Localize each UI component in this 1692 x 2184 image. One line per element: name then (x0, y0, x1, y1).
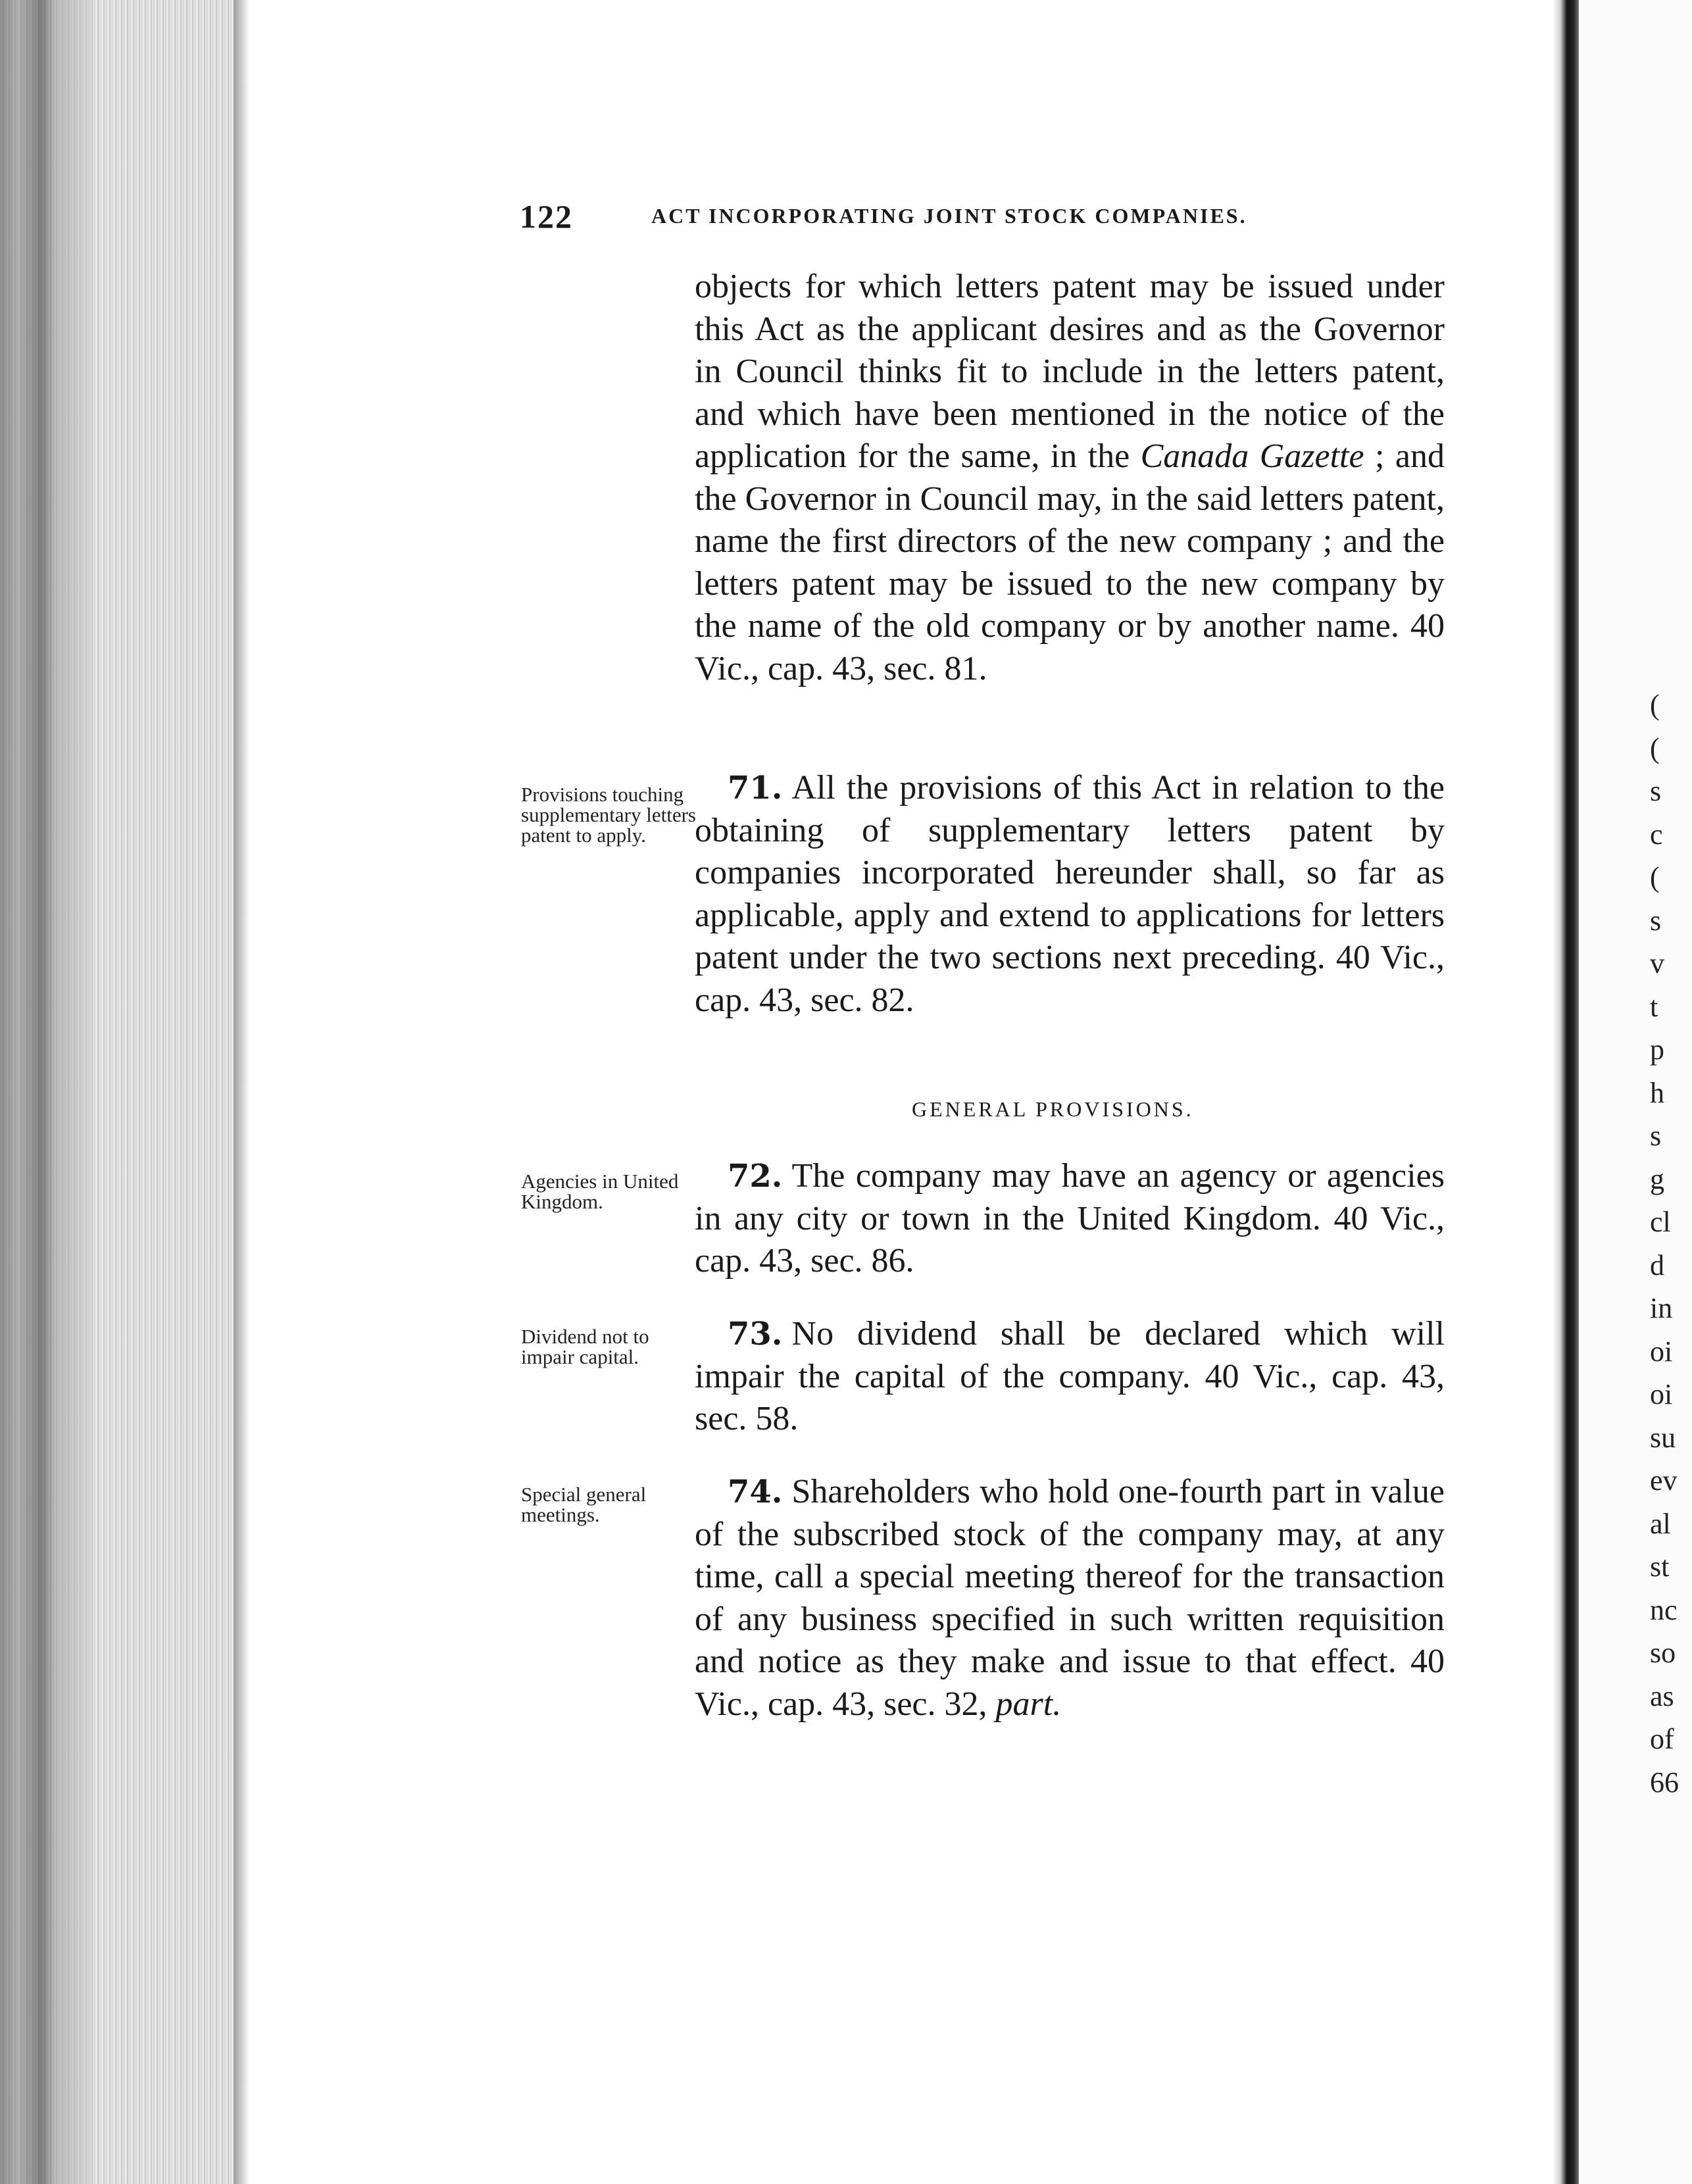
section-heading: GENERAL PROVISIONS. (912, 1097, 1194, 1121)
next-page-fragment: so (1650, 1637, 1676, 1669)
section-number-72: 72. (728, 1158, 783, 1195)
next-page-fragment: g (1650, 1162, 1664, 1195)
continuation-text-a: objects for which letters patent may be issued under this Act as the applicant desires and as the Governor in Council thinks fit to include in the letters patent, and which have been mentioned in the notice of the application for the same, in the (695, 268, 1445, 475)
section-text-72: The company may have an agency or agencies in any city or town in the United Kingdom. 40 Vic., cap. 43, sec. 86. (695, 1157, 1445, 1279)
next-page-fragment: ( (1650, 861, 1660, 893)
section-72 (695, 1155, 1445, 1283)
next-page-sliver (1579, 0, 1692, 2184)
next-page-fragment: 66 (1650, 1766, 1679, 1799)
margin-note-73: Dividend not to impair capital. (521, 1325, 649, 1368)
next-page-fragment: of (1650, 1723, 1674, 1755)
margin-note-74: Special general meetings. (521, 1483, 647, 1526)
running-head (520, 197, 1309, 237)
next-page-fragment: s (1650, 775, 1662, 807)
section-text-74: Shareholders who hold one-fourth part in value of the subscribed stock of the company may, at any time, call a special meeting thereof for the transaction of any business specified in such written requisition and notice as they make and issue to that effect. 40 Vic., cap. 43, sec. 32, (695, 1473, 1445, 1723)
section-73 (695, 1313, 1445, 1441)
section-number-74: 74. (728, 1474, 783, 1510)
section-71 (695, 767, 1445, 1022)
next-page-fragment: in (1650, 1292, 1673, 1324)
section-tail-74: part. (995, 1685, 1062, 1723)
next-page-fragment: p (1650, 1033, 1664, 1066)
section-74 (695, 1471, 1445, 1725)
next-page-fragment: c (1650, 818, 1663, 851)
section-number-71: 71. (728, 770, 783, 807)
running-head-title: ACT INCORPORATING JOINT STOCK COMPANIES. (651, 204, 1247, 228)
page-shadow (234, 0, 249, 2184)
next-page-fragment: cl (1650, 1206, 1671, 1238)
next-page-fragment: nc (1650, 1593, 1678, 1626)
margin-note-71: Provisions touching supplementary letters patent to apply. (521, 783, 696, 847)
book-spine-shadow (0, 0, 92, 2184)
next-page-fragment: oi (1650, 1335, 1673, 1368)
next-page-fragment: st (1650, 1551, 1670, 1583)
next-page-fragment: d (1650, 1249, 1664, 1281)
continuation-paragraph (695, 266, 1445, 690)
margin-note-72: Agencies in United Kingdom. (521, 1170, 679, 1213)
next-page-fragment: as (1650, 1679, 1674, 1712)
book-gutter (1553, 0, 1579, 2184)
next-page-fragment: ( (1650, 732, 1660, 764)
next-page-fragment: s (1650, 904, 1662, 937)
next-page-fragment: ev (1650, 1464, 1678, 1497)
section-text-73: No dividend shall be declared which will impair the capital of the company. 40 Vic., cap. 43, sec. 58. (695, 1315, 1445, 1437)
next-page-fragment: s (1650, 1120, 1662, 1152)
next-page-fragment: al (1650, 1507, 1671, 1540)
section-number-73: 73. (728, 1316, 783, 1353)
next-page-fragment: v (1650, 947, 1664, 980)
section-text-71: All the provisions of this Act in relation to the obtaining of supplementary letters patent by companies incorporated hereunder shall, so far as applicable, apply and extend to applications for letters patent under the two sections next preceding. 40 Vic., cap. 43, sec. 82. (695, 769, 1445, 1019)
next-page-fragment: ( (1650, 689, 1660, 721)
continuation-text-b: ; and the Governor in Council may, in the said letters patent, name the first directors of the new company ; and the letters patent may be issued to the new company by the name of the old company or by another name. 40 Vic., cap. 43, sec. 81. (695, 437, 1445, 687)
continuation-italic: Canada Gazette (1140, 437, 1364, 475)
next-page-fragment: t (1650, 990, 1658, 1023)
next-page-fragment: h (1650, 1076, 1664, 1109)
next-page-fragment: oi (1650, 1378, 1673, 1410)
next-page-fragment: su (1650, 1421, 1676, 1454)
page-number: 122 (520, 198, 573, 235)
